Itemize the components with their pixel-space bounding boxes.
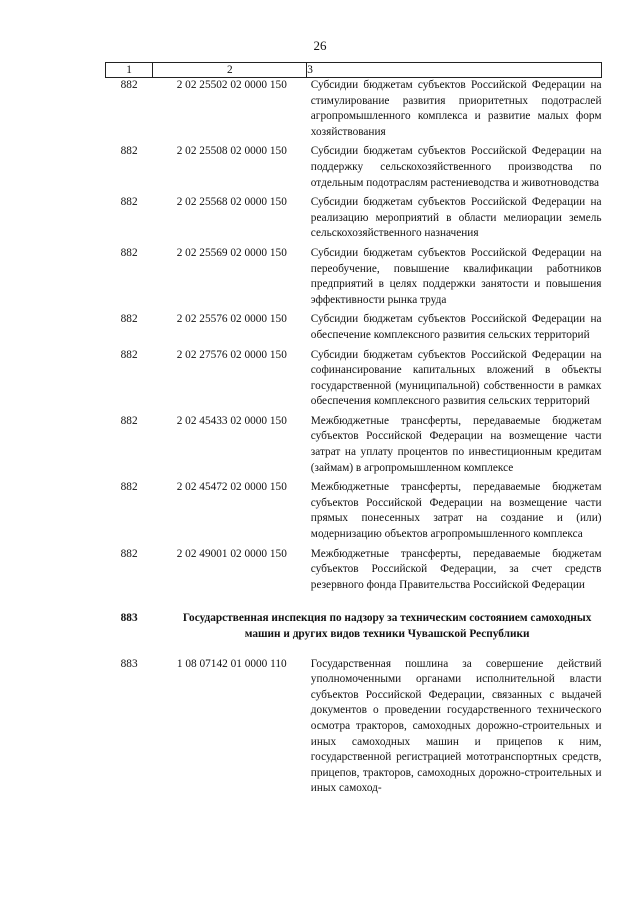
revenue-description: Субсидии бюджетам субъектов Российской Федерации на софинансирование капитальных вложений в объекты государственной (муниципальной) собственности в рамках обеспечения комплексного развития сельских территорий	[310, 348, 602, 408]
table-row	[106, 657, 602, 801]
column-header-3: 3	[307, 63, 602, 78]
revenue-description: Субсидии бюджетам субъектов Российской Федерации на обеспечение комплексного развития сельских территорий	[310, 313, 602, 341]
table-row	[106, 547, 602, 598]
budget-class-code: 1 08 07142 01 0000 110	[176, 657, 287, 670]
revenue-description: Субсидии бюджетам субъектов Российской Федерации на поддержку сельскохозяйственного производства по отдельным подотраслям растениеводства и животноводства	[310, 145, 602, 189]
budget-class-code: 2 02 25502 02 0000 150	[176, 79, 287, 91]
budget-class-code: 2 02 45433 02 0000 150	[176, 414, 287, 427]
section-admin-code: 883	[120, 612, 138, 625]
revenue-description: Субсидии бюджетам субъектов Российской Федерации на переобучение, повышение квалификации работников предприятий в целях поддержки занятости и повышения эффективности рынка труда	[310, 246, 602, 306]
table-row	[106, 144, 602, 195]
budget-class-code: 2 02 25569 02 0000 150	[176, 246, 287, 259]
table-row	[106, 312, 602, 347]
admin-code: 882	[120, 196, 138, 209]
revenue-description: Субсидии бюджетам субъектов Российской Федерации на реализацию мероприятий в области мелиорации земель сельскохозяйственного назначения	[310, 196, 602, 240]
admin-code: 882	[120, 79, 138, 91]
budget-codes-table	[105, 62, 602, 801]
column-header-2: 2	[153, 63, 307, 78]
table-row	[106, 414, 602, 480]
admin-code: 882	[120, 313, 138, 326]
admin-code: 882	[120, 414, 138, 427]
section-header-row	[106, 597, 602, 656]
admin-code: 882	[120, 547, 138, 560]
budget-class-code: 2 02 25508 02 0000 150	[176, 145, 287, 158]
admin-code: 882	[120, 348, 138, 361]
budget-class-code: 2 02 25568 02 0000 150	[176, 196, 287, 209]
revenue-description: Межбюджетные трансферты, передаваемые бюджетам субъектов Российской Федерации на возмещение части затрат на уплату процентов по инвестиционным кредитам (займам) в агропромышленном комплексе	[310, 414, 602, 474]
revenue-description: Субсидии бюджетам субъектов Российской Федерации на стимулирование развития приоритетных подотраслей агропромышленного комплекса и развитие малых форм хозяйствования	[310, 79, 602, 138]
page-number: 26	[313, 38, 327, 53]
table-header-row	[106, 63, 602, 78]
admin-code: 883	[120, 657, 138, 670]
section-title: Государственная инспекция по надзору за техническим состоянием самоходных машин и других видов техники Чувашской Республики	[182, 612, 592, 640]
column-header-1: 1	[106, 63, 153, 78]
budget-class-code: 2 02 25576 02 0000 150	[176, 313, 287, 326]
table-row	[106, 246, 602, 312]
table-row	[106, 480, 602, 546]
admin-code: 882	[120, 481, 138, 494]
revenue-description: Межбюджетные трансферты, передаваемые бюджетам субъектов Российской Федерации, за счет средств резервного фонда Правительства Российской Федерации	[310, 547, 602, 591]
budget-class-code: 2 02 27576 02 0000 150	[176, 348, 287, 361]
admin-code: 882	[120, 145, 138, 158]
table-row	[106, 195, 602, 246]
budget-class-code: 2 02 45472 02 0000 150	[176, 481, 287, 494]
revenue-description: Межбюджетные трансферты, передаваемые бюджетам субъектов Российской Федерации на возмещение части прямых понесенных затрат на создание и (или) модернизацию объектов агропромышленного комплекса	[310, 481, 602, 541]
table-row	[106, 348, 602, 414]
budget-class-code: 2 02 49001 02 0000 150	[176, 547, 287, 560]
revenue-description: Государственная пошлина за совершение действий уполномоченными органами исполнительной власти субъектов Российской Федерации, связанных с выдачей документов о проведении государственного технического осмотра тракторов, самоходных дорожно-строительных и иных самоходных машин и прицепов к ним, государственной регистрацией мототранспортных средств, прицепов, тракторов, самоходных дорожно-строительных и иных самоход-	[310, 657, 602, 795]
admin-code: 882	[120, 246, 138, 259]
table-row	[106, 78, 602, 145]
